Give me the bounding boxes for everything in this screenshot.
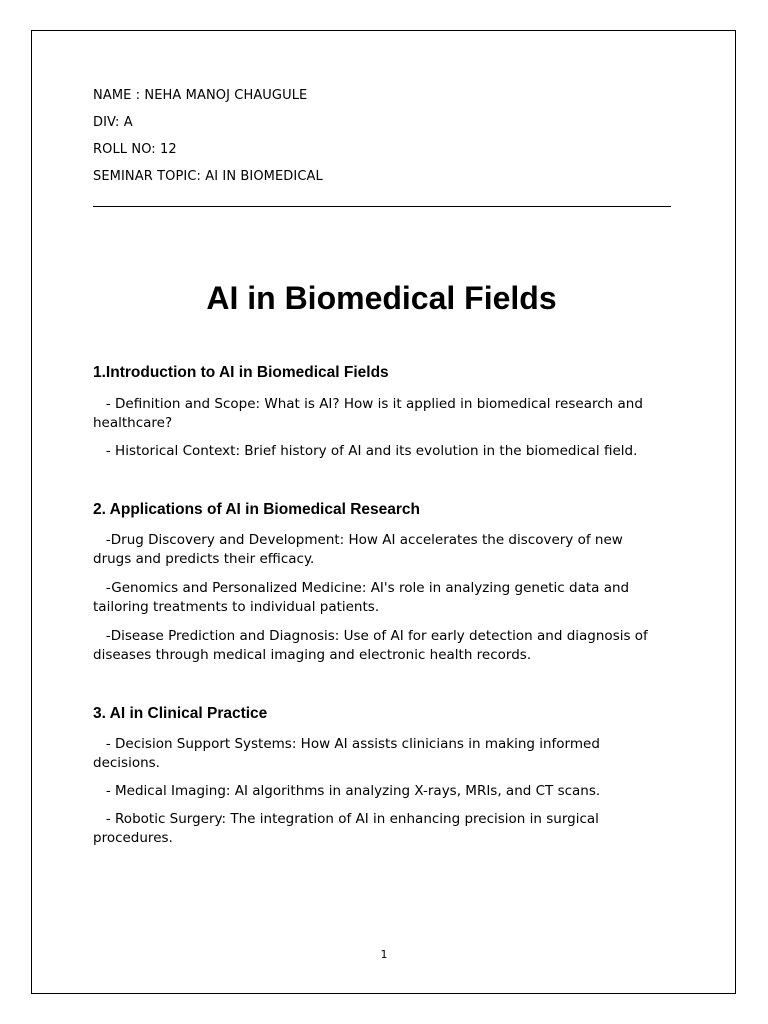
division: DIV: A (93, 115, 133, 130)
paragraph-robotic-surgery: - Robotic Surgery: The integration of AI in enhancing precision in surgical procedures. (93, 811, 604, 846)
paragraph-disease-prediction: -Disease Prediction and Diagnosis: Use of AI for early detection and diagnosis of diseases through medical imaging and electronic health records. (93, 628, 653, 663)
paragraph-decision-support: - Decision Support Systems: How AI assists clinicians in making informed decisions. (93, 736, 605, 771)
paragraph-definition-scope: - Definition and Scope: What is AI? How is it applied in biomedical research and healthcare? (93, 396, 648, 431)
seminar-topic: SEMINAR TOPIC: AI IN BIOMEDICAL (93, 169, 323, 184)
section-heading-applications: 2. Applications of AI in Biomedical Research (93, 501, 421, 518)
paragraph-genomics: -Genomics and Personalized Medicine: AI's role in analyzing genetic data and tailoring treatments to individual patients. (93, 580, 634, 615)
student-name: NAME : NEHA MANOJ CHAUGULE (93, 88, 308, 103)
document-title: AI in Biomedical Fields (206, 280, 557, 316)
page-number: 1 (380, 948, 388, 961)
section-heading-introduction: 1.Introduction to AI in Biomedical Fields (93, 364, 389, 381)
paragraph-drug-discovery: -Drug Discovery and Development: How AI accelerates the discovery of new drugs and predicts their efficacy. (93, 532, 628, 567)
paragraph-historical-context: - Historical Context: Brief history of AI and its evolution in the biomedical field. (93, 443, 638, 459)
separator-line (93, 206, 671, 207)
paragraph-medical-imaging: - Medical Imaging: AI algorithms in analyzing X-rays, MRIs, and CT scans. (93, 783, 601, 799)
section-heading-clinical-practice: 3. AI in Clinical Practice (93, 705, 268, 722)
roll-number: ROLL NO: 12 (93, 142, 177, 157)
